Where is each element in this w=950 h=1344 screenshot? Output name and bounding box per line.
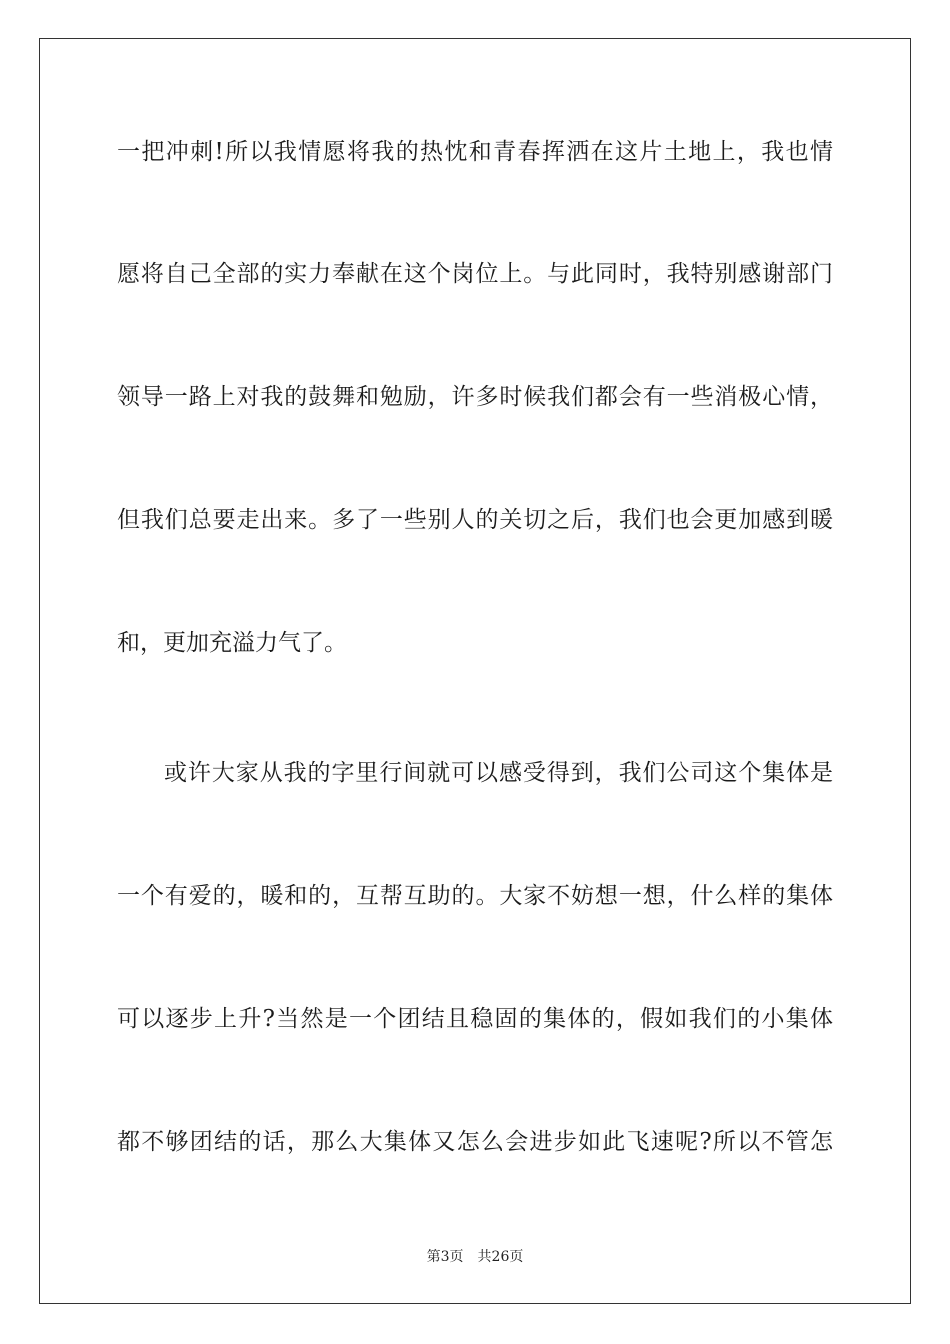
text-line: 愿将自己全部的实力奉献在这个岗位上。与此同时，我特别感谢部门 bbox=[117, 261, 833, 287]
page-total: 共26页 bbox=[477, 1249, 524, 1265]
text-line: 和，更加充溢力气了。 bbox=[117, 630, 347, 656]
text-line: 一个有爱的，暖和的，互帮互助的。大家不妨想一想，什么样的集体 bbox=[117, 883, 833, 909]
text-line: 但我们总要走出来。多了一些别人的关切之后，我们也会更加感到暖 bbox=[117, 507, 833, 533]
text-line: 都不够团结的话，那么大集体又怎么会进步如此飞速呢?所以不管怎 bbox=[117, 1129, 833, 1155]
text-line: 领导一路上对我的鼓舞和勉励，许多时候我们都会有一些消极心情， bbox=[117, 384, 833, 410]
page-border bbox=[39, 38, 911, 1304]
paragraph-first-line: 或许大家从我的字里行间就可以感受得到，我们公司这个集体是 bbox=[164, 760, 833, 786]
page-number: 第3页 bbox=[426, 1249, 464, 1265]
text-line: 一把冲刺!所以我情愿将我的热忱和青春挥洒在这片土地上，我也情 bbox=[117, 139, 833, 165]
text-line: 可以逐步上升?当然是一个团结且稳固的集体的，假如我们的小集体 bbox=[117, 1006, 833, 1032]
page-footer bbox=[0, 1247, 950, 1267]
